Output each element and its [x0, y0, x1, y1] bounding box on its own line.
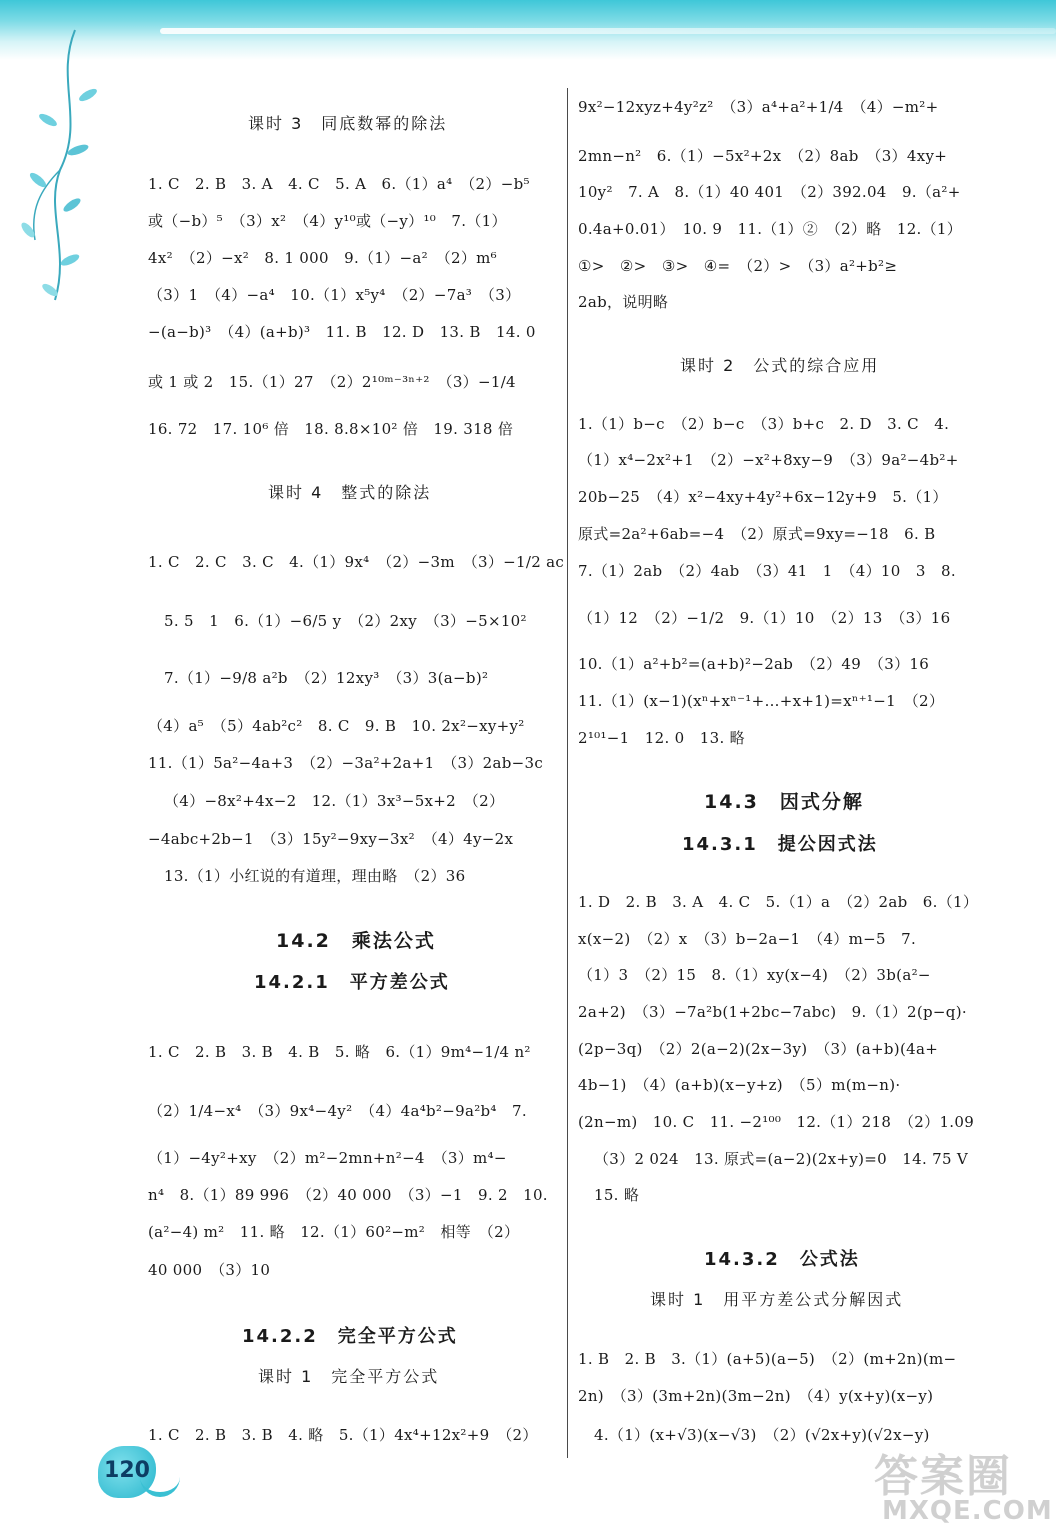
answer-line: 2a+2) （3）−7a²b(1+2bc−7abc) 9.（1）2(p−q)·	[578, 1003, 967, 1021]
answer-line: −4abc+2b−1 （3）15y²−9xy−3x² （4）4y−2x	[148, 830, 514, 848]
vine-decoration-icon	[0, 0, 130, 330]
lesson1-title: 课时 1 完全平方公式	[258, 1367, 440, 1386]
lesson4-title: 课时 4 整式的除法	[268, 483, 432, 502]
answer-line: n⁴ 8.（1）89 996 （2）40 000 （3）−1 9. 2 10.	[148, 1186, 548, 1204]
answer-line: 4.（1）(x+√3)(x−√3) （2）(√2x+y)(√2x−y)	[594, 1426, 930, 1444]
watermark-logo	[862, 1440, 1054, 1536]
section-14-3-1-title: 14.3.1 提公因式法	[682, 834, 878, 855]
answer-line: 4b−1) （4）(a+b)(x−y+z) （5）m(m−n)·	[578, 1076, 901, 1094]
section-14-2-title: 14.2 乘法公式	[276, 930, 436, 952]
answer-line: 2n) （3）(3m+2n)(3m−2n) （4）y(x+y)(x−y)	[578, 1387, 934, 1405]
banner-streak	[160, 28, 1056, 34]
answer-line: 2ab，说明略	[578, 293, 669, 311]
answer-line: 10y² 7. A 8.（1）40 401 （2）392.04 9.（a²+	[578, 183, 961, 201]
answer-line: （1）x⁴−2x²+1 （2）−x²+8xy−9 （3）9a²−4b²+	[578, 451, 959, 469]
answer-line: (a²−4) m² 11. 略 12.（1）60²−m² 相等 （2）	[148, 1223, 520, 1241]
answer-line: 1. C 2. B 3. B 4. B 5. 略 6.（1）9m⁴−1/4 n²	[148, 1043, 531, 1061]
answer-line: (2p−3q) （2）2(a−2)(2x−3y) （3）(a+b)(4a+	[578, 1040, 939, 1058]
answer-line: 20b−25 （4）x²−4xy+4y²+6x−12y+9 5.（1）	[578, 488, 948, 506]
answer-line: （2）1/4−x⁴ （3）9x⁴−4y² （4）4a⁴b²−9a²b⁴ 7.	[148, 1102, 527, 1120]
answer-line: 2¹⁰¹−1 12. 0 13. 略	[578, 729, 745, 747]
section-14-2-2-title: 14.2.2 完全平方公式	[242, 1326, 458, 1347]
answer-line: 或（−b）⁵ （3）x² （4）y¹⁰或（−y）¹⁰ 7.（1）	[148, 212, 507, 230]
answer-line: 1. C 2. C 3. C 4.（1）9x⁴ （2）−3m （3）−1/2 ac	[148, 553, 565, 571]
top-banner	[0, 0, 1056, 60]
answer-line: （3）1 （4）−a⁴ 10.（1）x⁵y⁴ （2）−7a³ （3）	[148, 286, 521, 304]
answer-line: 10.（1）a²+b²=(a+b)²−2ab （2）49 （3）16	[578, 655, 930, 673]
answer-line: −(a−b)³ （4）(a+b)³ 11. B 12. D 13. B 14. 0	[148, 323, 536, 341]
answer-line: 13.（1）小红说的有道理，理由略 （2）36	[164, 867, 466, 885]
lesson2-title: 课时 2 公式的综合应用	[680, 356, 880, 375]
answer-line: 11.（1）5a²−4a+3 （2）−3a²+2a+1 （3）2ab−3c	[148, 754, 544, 772]
answer-line: 7.（1）−9/8 a²b （2）12xy³ （3）3(a−b)²	[164, 669, 489, 687]
answer-line: （1）3 （2）15 8.（1）xy(x−4) （2）3b(a²−	[578, 966, 931, 984]
lesson1-factor-title: 课时 1 用平方差公式分解因式	[650, 1290, 904, 1309]
answer-line: 5. 5 1 6.（1）−6/5 y （2）2xy （3）−5×10²	[164, 612, 527, 630]
answer-line: （1）−4y²+xy （2）m²−2mn+n²−4 （3）m⁴−	[148, 1149, 507, 1167]
answer-line: 0.4a+0.01） 10. 9 11.（1）② （2）略 12.（1）	[578, 220, 963, 238]
answer-line: 1. B 2. B 3.（1）(a+5)(a−5) （2）(m+2n)(m−	[578, 1350, 957, 1368]
answer-line: 11.（1）(x−1)(xⁿ+xⁿ⁻¹+…+x+1)=xⁿ⁺¹−1 （2）	[578, 692, 945, 710]
answer-line: （3）2 024 13. 原式=(a−2)(2x+y)=0 14. 75 V	[594, 1150, 969, 1168]
watermark-sub-text: MXQE.COM	[882, 1496, 1053, 1526]
answer-line: （1）12 （2）−1/2 9.（1）10 （2）13 （3）16	[578, 609, 951, 627]
answer-line: 或 1 或 2 15.（1）27 （2）2¹⁰ᵐ⁻³ⁿ⁺² （3）−1/4	[148, 373, 516, 391]
answer-line: 40 000 （3）10	[148, 1261, 271, 1279]
answer-line: 1. C 2. B 3. B 4. 略 5.（1）4x⁴+12x²+9 （2）	[148, 1426, 538, 1444]
answer-line: （4）−8x²+4x−2 12.（1）3x³−5x+2 （2）	[164, 792, 505, 810]
section-14-2-1-title: 14.2.1 平方差公式	[254, 972, 450, 993]
answer-line: ①> ②> ③> ④= （2）> （3）a²+b²≥	[578, 257, 898, 275]
answer-line: x(x−2) （2）x （3）b−2a−1 （4）m−5 7.	[578, 930, 917, 948]
section-14-3-title: 14.3 因式分解	[704, 791, 864, 813]
answer-line: 1. C 2. B 3. A 4. C 5. A 6.（1）a⁴ （2）−b⁵	[148, 175, 530, 193]
answer-line: 1.（1）b−c （2）b−c （3）b+c 2. D 3. C 4.	[578, 415, 950, 433]
answer-line: 原式=2a²+6ab=−4 （2）原式=9xy=−18 6. B	[578, 525, 936, 543]
section-14-3-2-title: 14.3.2 公式法	[704, 1249, 860, 1270]
answer-line: 15. 略	[594, 1186, 640, 1204]
answer-line: 16. 72 17. 10⁶ 倍 18. 8.8×10² 倍 19. 318 倍	[148, 420, 514, 438]
answer-line: (2n−m) 10. C 11. −2¹⁰⁰ 12.（1）218 （2）1.09	[578, 1113, 975, 1131]
watermark-main-text: 答案圈	[874, 1451, 1012, 1502]
answer-line: 9x²−12xyz+4y²z² （3）a⁴+a²+1/4 （4）−m²+	[578, 98, 939, 116]
lesson3-title: 课时 3 同底数幂的除法	[248, 114, 448, 133]
answer-line: （4）a⁵ （5）4ab²c² 8. C 9. B 10. 2x²−xy+y²	[148, 717, 525, 735]
answer-line: 4x² （2）−x² 8. 1 000 9.（1）−a² （2）m⁶	[148, 249, 497, 267]
answer-line: 7.（1）2ab （2）4ab （3）41 1 （4）10 3 8.	[578, 562, 956, 580]
page-number: 120	[104, 1458, 150, 1483]
answer-line: 1. D 2. B 3. A 4. C 5.（1）a （2）2ab 6.（1）	[578, 893, 979, 911]
column-divider	[567, 88, 568, 1458]
answer-line: 2mn−n² 6.（1）−5x²+2x （2）8ab （3）4xy+	[578, 147, 948, 165]
